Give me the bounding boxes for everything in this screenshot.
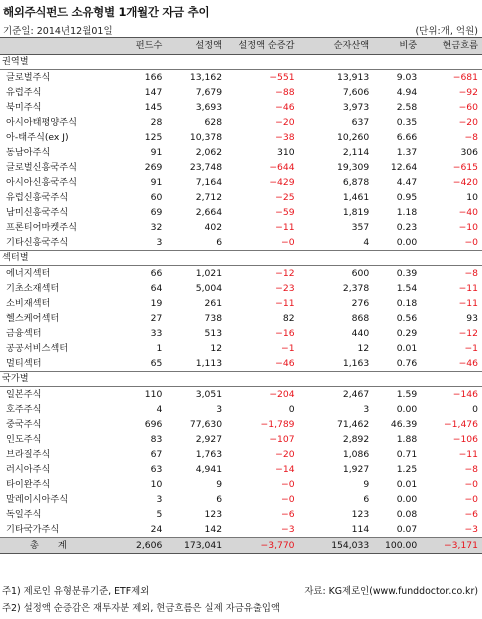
table-cell: −0	[421, 235, 482, 251]
table-cell: −3	[421, 522, 482, 538]
total-cell: 100.00	[373, 538, 421, 554]
table-cell: 3,973	[342, 102, 370, 113]
table-cell: 738	[204, 313, 223, 324]
table-row	[0, 522, 482, 538]
table-row	[0, 447, 482, 462]
table-cell: −615	[452, 162, 478, 173]
table-cell: 10	[466, 192, 478, 203]
table-cell: −429	[269, 177, 295, 188]
table-cell: −20	[458, 117, 478, 128]
table-cell: 2.58	[396, 102, 418, 113]
fund-flow-table	[0, 37, 482, 554]
table-cell: 357	[351, 222, 370, 233]
table-cell: 4,941	[195, 464, 223, 475]
table-cell: 3,051	[195, 389, 223, 400]
column-header: 펀드수	[109, 38, 167, 55]
table-cell: 0.39	[396, 268, 418, 279]
footnote-1: 주1) 제로인 유형분류기준, ETF제외	[2, 586, 150, 597]
table-row	[0, 70, 482, 86]
section-label: 섹터별	[0, 251, 482, 266]
table-cell: −92	[458, 87, 478, 98]
column-header: 현금흐름	[421, 38, 482, 55]
table-cell: 2,664	[195, 207, 223, 218]
table-cell: −204	[269, 389, 295, 400]
table-cell: −88	[275, 87, 295, 98]
table-row	[0, 235, 482, 251]
table-cell: 0.95	[396, 192, 418, 203]
table-cell: −0	[226, 235, 299, 251]
table-cell: 600	[351, 268, 370, 279]
table-cell: 696	[144, 419, 163, 430]
table-cell: 2,467	[342, 389, 370, 400]
table-cell: −20	[275, 449, 295, 460]
table-cell: 1,113	[166, 356, 226, 372]
table-cell: 125	[144, 132, 163, 143]
table-cell: 32	[150, 222, 163, 233]
table-cell: −1	[464, 343, 478, 354]
table-cell: 5	[156, 509, 163, 520]
row-label: 기타국가주식	[0, 522, 109, 538]
table-row	[0, 190, 482, 205]
table-cell: 4	[156, 404, 163, 415]
table-cell: −12	[275, 268, 295, 279]
row-label: 말레이시아주식	[6, 494, 69, 505]
row-label: 멀티섹터	[0, 356, 109, 372]
table-cell: 123	[204, 509, 223, 520]
total-cell: 154,033	[299, 538, 374, 554]
table-cell: 0.00	[396, 494, 418, 505]
section-header-row	[0, 372, 482, 387]
row-label: 남미신흥국주식	[6, 207, 69, 218]
table-cell: 2,114	[342, 147, 370, 158]
table-cell: 166	[144, 72, 163, 83]
table-cell: 0.23	[396, 222, 418, 233]
table-cell: 9	[363, 479, 370, 490]
table-cell: −38	[275, 132, 295, 143]
reference-date: 기준일: 2014년12월01일	[3, 26, 113, 37]
table-cell: 9.03	[396, 72, 418, 83]
table-cell: −46	[226, 356, 299, 372]
row-label: 아시아신흥국주식	[6, 177, 78, 188]
table-cell: −0	[281, 479, 295, 490]
table-row	[0, 160, 482, 175]
table-cell: 0	[472, 404, 478, 415]
table-cell: 1,163	[299, 356, 374, 372]
table-cell: 1,763	[195, 449, 223, 460]
table-cell: −20	[275, 117, 295, 128]
table-cell: −1,789	[260, 419, 295, 430]
table-cell: 310	[277, 147, 295, 158]
table-cell: −8	[464, 268, 478, 279]
table-cell: 46.39	[390, 419, 418, 430]
table-cell: 28	[150, 117, 163, 128]
column-header	[0, 38, 109, 55]
table-cell: −0	[464, 494, 478, 505]
table-cell: 6,878	[342, 177, 370, 188]
table-cell: −681	[452, 72, 478, 83]
table-cell: 1.88	[396, 434, 418, 445]
table-cell: −23	[275, 283, 295, 294]
table-row	[0, 462, 482, 477]
table-cell: 1.37	[396, 147, 418, 158]
row-label: 러시아주식	[6, 464, 51, 475]
table-cell: 0.71	[396, 449, 418, 460]
table-cell: 7,164	[195, 177, 223, 188]
row-label: 타이완주식	[6, 479, 51, 490]
table-row	[0, 205, 482, 220]
table-cell: 3	[363, 404, 370, 415]
table-cell: 1.59	[396, 389, 418, 400]
table-cell: 64	[150, 283, 163, 294]
table-cell: 0.00	[373, 235, 421, 251]
total-cell: 2,606	[109, 538, 167, 554]
table-cell: 65	[109, 356, 167, 372]
table-cell: 1,927	[342, 464, 370, 475]
table-cell: −8	[464, 132, 478, 143]
table-cell: 0.00	[396, 404, 418, 415]
table-cell: 63	[150, 464, 163, 475]
table-cell: −11	[275, 298, 295, 309]
table-cell: −8	[464, 464, 478, 475]
table-cell: 0.29	[396, 328, 418, 339]
table-cell: 0.01	[396, 343, 418, 354]
table-row	[0, 326, 482, 341]
table-row	[0, 100, 482, 115]
table-cell: 1,086	[342, 449, 370, 460]
table-cell: −107	[269, 434, 295, 445]
table-cell: −60	[458, 102, 478, 113]
table-cell: 440	[351, 328, 370, 339]
table-cell: 114	[299, 522, 374, 538]
row-label: 북미주식	[6, 102, 42, 113]
table-cell: 276	[351, 298, 370, 309]
table-cell: 10,378	[189, 132, 223, 143]
table-row	[0, 417, 482, 432]
total-row	[0, 538, 482, 554]
footnote-2: 주2) 설정액 순증감은 재투자분 제외, 현금흐름은 실제 자금유출입액	[2, 603, 280, 614]
table-row	[0, 175, 482, 190]
table-cell: 67	[150, 449, 163, 460]
table-cell: 82	[282, 313, 295, 324]
table-row	[0, 296, 482, 311]
table-cell: 69	[150, 207, 163, 218]
table-cell: 1,461	[342, 192, 370, 203]
table-cell: 2,378	[342, 283, 370, 294]
table-cell: −11	[458, 283, 478, 294]
table-body	[0, 55, 482, 554]
table-cell: 2,927	[195, 434, 223, 445]
table-cell: −6	[464, 509, 478, 520]
row-label: 프론티어마켓주식	[6, 222, 78, 233]
row-label: 기초소재섹터	[6, 283, 60, 294]
row-label: 브라질주식	[6, 449, 51, 460]
table-row	[0, 266, 482, 282]
table-cell: 4.47	[396, 177, 418, 188]
table-cell: 0.76	[373, 356, 421, 372]
table-cell: −11	[275, 222, 295, 233]
table-cell: 19	[150, 298, 163, 309]
table-cell: 2,712	[195, 192, 223, 203]
table-cell: 83	[150, 434, 163, 445]
table-cell: −46	[275, 102, 295, 113]
column-header: 비중	[373, 38, 421, 55]
table-cell: −551	[269, 72, 295, 83]
row-label: 기타신흥국주식	[0, 235, 109, 251]
column-header: 설정액	[166, 38, 226, 55]
table-cell: 6.66	[396, 132, 418, 143]
table-cell: −6	[281, 509, 295, 520]
table-row	[0, 115, 482, 130]
table-cell: 3	[216, 404, 223, 415]
table-cell: 6	[216, 494, 223, 505]
table-cell: 71,462	[337, 419, 370, 430]
table-row	[0, 281, 482, 296]
table-cell: 2,062	[195, 147, 223, 158]
table-cell: 868	[351, 313, 370, 324]
table-cell: −12	[458, 328, 478, 339]
table-cell: 66	[150, 268, 163, 279]
table-cell: −10	[458, 222, 478, 233]
column-header: 설정액 순증감	[226, 38, 299, 55]
table-cell: 0.18	[396, 298, 418, 309]
table-cell: 5,004	[195, 283, 223, 294]
table-cell: −0	[281, 494, 295, 505]
row-label: 유럽신흥국주식	[6, 192, 69, 203]
row-label: 금융섹터	[6, 328, 42, 339]
section-header-row	[0, 55, 482, 70]
table-cell: 13,913	[337, 72, 370, 83]
table-row	[0, 432, 482, 447]
table-cell: 12.64	[390, 162, 418, 173]
row-label: 동남아주식	[6, 147, 51, 158]
table-cell: 145	[144, 102, 163, 113]
table-cell: 7,679	[195, 87, 223, 98]
table-cell: 60	[150, 192, 163, 203]
table-cell: −16	[275, 328, 295, 339]
table-cell: 0.01	[396, 479, 418, 490]
source-note: 자료: KG제로인(www.funddoctor.co.kr)	[304, 586, 478, 597]
row-label: 에너지섹터	[6, 268, 51, 279]
total-cell: 173,041	[166, 538, 226, 554]
table-cell: 27	[150, 313, 163, 324]
table-cell: 7,606	[342, 87, 370, 98]
table-cell: 1.25	[396, 464, 418, 475]
row-label: 공공서비스섹터	[6, 343, 69, 354]
row-label: 인도주식	[6, 434, 42, 445]
table-cell: 3	[109, 235, 167, 251]
table-cell: 0.07	[373, 522, 421, 538]
unit-label: (단위:개, 억원)	[415, 26, 478, 37]
table-cell: 261	[204, 298, 223, 309]
section-label: 국가별	[0, 372, 482, 387]
table-cell: 1,021	[195, 268, 223, 279]
table-row	[0, 145, 482, 160]
table-cell: 123	[351, 509, 370, 520]
row-label: 중국주식	[6, 419, 42, 430]
table-row	[0, 492, 482, 507]
table-cell: 142	[166, 522, 226, 538]
table-cell: 110	[144, 389, 163, 400]
table-cell: 23,748	[189, 162, 223, 173]
row-label: 일본주식	[6, 389, 42, 400]
table-row	[0, 311, 482, 326]
table-row	[0, 341, 482, 356]
table-cell: 147	[144, 87, 163, 98]
table-cell: 12	[357, 343, 370, 354]
table-cell: 77,630	[189, 419, 223, 430]
table-row	[0, 477, 482, 492]
table-cell: −0	[464, 479, 478, 490]
section-header-row	[0, 251, 482, 266]
table-row	[0, 402, 482, 417]
table-row	[0, 356, 482, 372]
total-label: 총 계	[0, 538, 109, 554]
table-cell: −1	[281, 343, 295, 354]
table-cell: 1	[156, 343, 163, 354]
table-cell: 33	[150, 328, 163, 339]
table-row	[0, 220, 482, 235]
table-row	[0, 85, 482, 100]
table-cell: 24	[109, 522, 167, 538]
row-label: 아-태주식(ex J)	[6, 132, 69, 143]
table-cell: 19,309	[337, 162, 370, 173]
table-cell: 10	[150, 479, 163, 490]
report-title: 해외주식펀드 소유형별 1개월간 자금 추이	[3, 5, 210, 19]
table-cell: 1.54	[396, 283, 418, 294]
table-cell: −3	[226, 522, 299, 538]
table-row	[0, 387, 482, 403]
table-cell: 0.56	[396, 313, 418, 324]
table-row	[0, 130, 482, 145]
row-label: 아시아태평양주식	[6, 117, 78, 128]
row-label: 유럽주식	[6, 87, 42, 98]
table-cell: −146	[452, 389, 478, 400]
row-label: 글로벌주식	[6, 72, 51, 83]
table-cell: −11	[458, 449, 478, 460]
row-label: 헬스케어섹터	[6, 313, 60, 324]
table-cell: 0.08	[396, 509, 418, 520]
table-cell: −14	[275, 464, 295, 475]
table-cell: −25	[275, 192, 295, 203]
table-cell: −11	[458, 298, 478, 309]
total-cell: −3,770	[226, 538, 299, 554]
table-cell: −106	[452, 434, 478, 445]
table-cell: 637	[351, 117, 370, 128]
column-header: 순자산액	[299, 38, 374, 55]
section-label: 권역별	[0, 55, 482, 70]
total-cell: −3,171	[421, 538, 482, 554]
table-cell: 628	[204, 117, 223, 128]
row-label: 소비재섹터	[6, 298, 51, 309]
table-cell: −59	[275, 207, 295, 218]
table-cell: −40	[458, 207, 478, 218]
row-label: 호주주식	[6, 404, 42, 415]
table-cell: 4	[299, 235, 374, 251]
header-row	[0, 38, 482, 55]
table-row	[0, 507, 482, 522]
table-cell: −644	[269, 162, 295, 173]
table-cell: 0.35	[396, 117, 418, 128]
table-cell: 513	[204, 328, 223, 339]
table-cell: 9	[216, 479, 223, 490]
table-cell: 3,693	[195, 102, 223, 113]
table-cell: 93	[466, 313, 478, 324]
table-cell: 306	[460, 147, 478, 158]
table-cell: 12	[210, 343, 223, 354]
table-cell: 13,162	[189, 72, 223, 83]
table-cell: 269	[144, 162, 163, 173]
table-cell: 6	[363, 494, 370, 505]
table-cell: 91	[150, 177, 163, 188]
table-cell: −420	[452, 177, 478, 188]
table-cell: 3	[156, 494, 163, 505]
row-label: 독일주식	[6, 509, 42, 520]
table-cell: 0	[288, 404, 295, 415]
table-cell: −1,476	[443, 419, 478, 430]
footnotes	[2, 583, 480, 617]
table-cell: 91	[150, 147, 163, 158]
table-cell: 6	[166, 235, 226, 251]
table-cell: 2,892	[342, 434, 370, 445]
table-cell: 1.18	[396, 207, 418, 218]
table-cell: −46	[421, 356, 482, 372]
row-label: 글로벌신흥국주식	[6, 162, 78, 173]
table-cell: 1,819	[342, 207, 370, 218]
table-cell: 4.94	[396, 87, 418, 98]
table-cell: 402	[204, 222, 223, 233]
table-cell: 10,260	[337, 132, 370, 143]
